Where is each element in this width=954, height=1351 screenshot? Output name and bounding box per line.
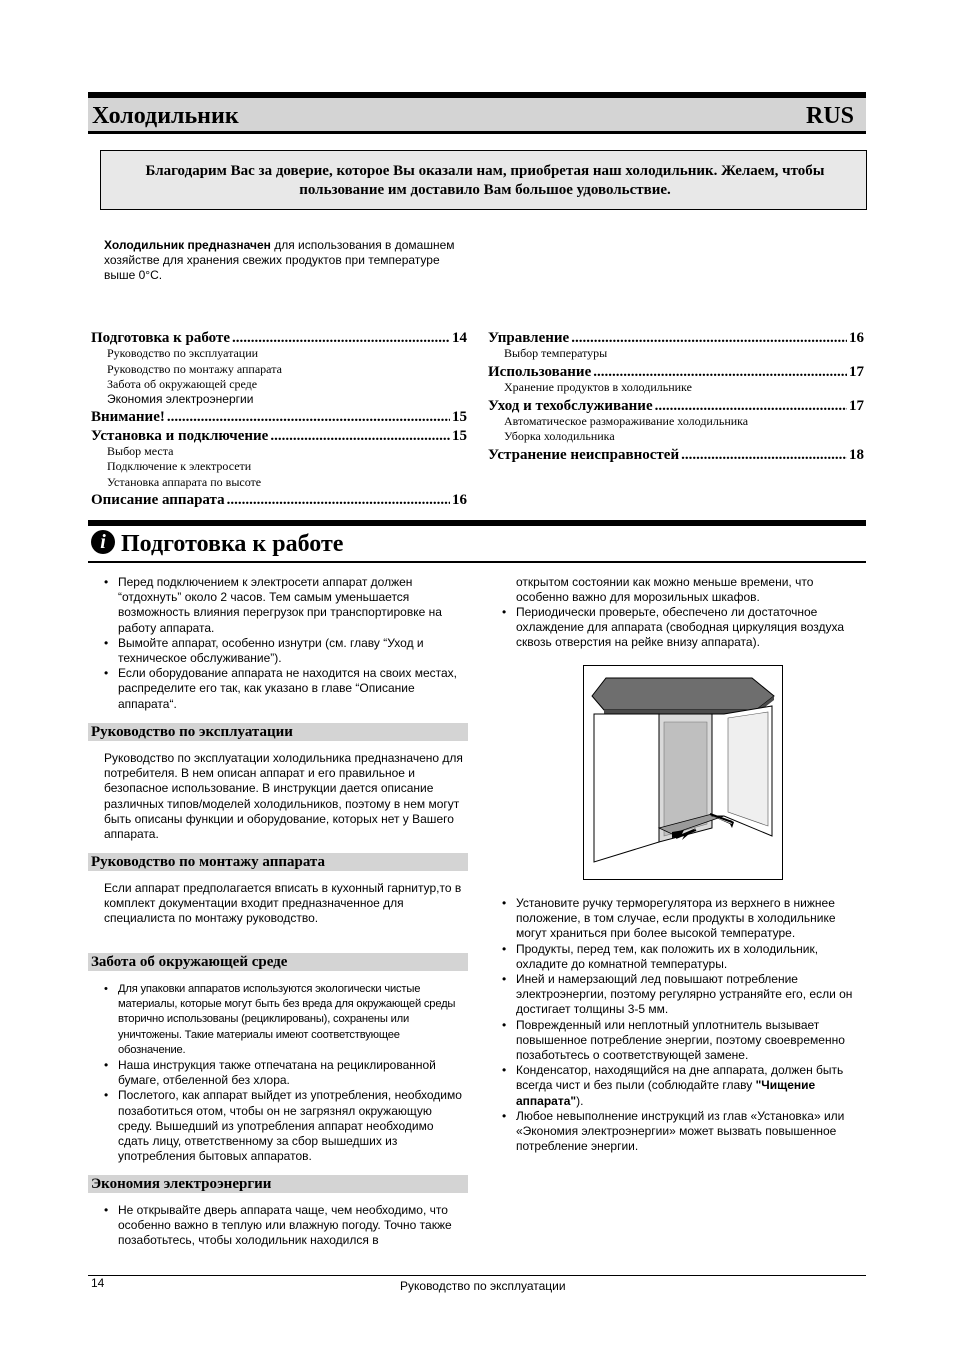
- list-item: • Продукты, перед тем, как положить их в холодильник, охладите до комнатной температуры.: [502, 942, 866, 972]
- toc-subentry[interactable]: Выбор места: [107, 444, 174, 458]
- greeting-text: Благодарим Вас за доверие, которое Вы оказали нам, приобретая наш холодильник. Желаем, чтобы пользование им доставило Вам большое удовольствие.: [145, 163, 825, 198]
- footer-rule: [88, 1275, 866, 1276]
- subheading-energy: Экономия электроэнергии: [88, 1175, 468, 1193]
- list-item: • Установите ручку терморегулятора из верхнего в нижнее положение, в том случае, если продукты в холодильнике могут храниться при более высокой температуре.: [502, 896, 866, 942]
- toc-subentry[interactable]: Руководство по эксплуатации: [107, 346, 259, 360]
- page-title: Холодильник: [92, 103, 239, 129]
- toc-subentry[interactable]: Экономия электроэнергии: [107, 392, 254, 406]
- section-title: Подготовка к работе: [121, 531, 344, 557]
- toc-entry[interactable]: Управление ..... 16: [488, 329, 864, 347]
- energy-bullets: [104, 1203, 468, 1249]
- list-item: • Для упаковки аппаратов используются экологически чистые материалы, которые могут быть без вреда для окружающей среды вторично использованы (рециклированы), сохранены или уничтожены. Такие материалы имеют соответствующее обозначение.: [104, 982, 468, 1058]
- intro-rest: для использования в домашнем хозяйстве для хранения свежих продуктов при температуре выше 0°С.: [104, 238, 455, 282]
- list-item: • Любое невыполнение инструкций из глав «Установка» или «Экономия электроэнергии» может вызвать повышенное потребление энергии.: [502, 1109, 866, 1155]
- language-code: RUS: [805, 103, 854, 129]
- toc-subentry[interactable]: Подключение к электросети: [107, 459, 252, 473]
- toc-subentry[interactable]: Установка аппарата по высоте: [107, 475, 262, 489]
- toc-entry[interactable]: Использование ..... 17: [488, 363, 864, 381]
- toc-subentry[interactable]: Автоматическое размораживание холодильника: [504, 414, 749, 428]
- list-item: • Иней и намерзающий лед повышают потребление электроэнергии, поэтому регулярно устраняйте его, если он достигает толщины 3-5 мм.: [502, 972, 866, 1018]
- list-item: [502, 1063, 866, 1109]
- toc-entry[interactable]: Подготовка к работе ..... 14: [91, 329, 467, 347]
- top-right-bullets: [502, 605, 866, 651]
- list-item: • Перед подключением к электросети аппарат должен “отдохнуть” около 2 часов. Тем самым уменьшается возможность влияния перегрузок при транспортировке на работу аппарата.: [104, 575, 468, 636]
- toc-subentry[interactable]: Выбор температуры: [504, 346, 608, 360]
- bottom-right-bullets: [502, 896, 866, 1154]
- condenser-text: Конденсатор, находящийся на дне аппарата, должен быть всегда чист и без пыли (соблюдайте главу: [516, 1063, 844, 1093]
- toc-subentry[interactable]: Уборка холодильника: [504, 429, 615, 443]
- fridge-illustration-svg: [584, 666, 782, 879]
- toc-entry[interactable]: Уход и техобслуживание ..... 17: [488, 397, 864, 415]
- toc-subentry[interactable]: Забота об окружающей среде: [107, 377, 258, 391]
- subheading-install: Руководство по монтажу аппарата: [88, 853, 468, 871]
- condenser-end: ).: [576, 1093, 584, 1108]
- manual-paragraph: Руководство по эксплуатации холодильника предназначено для потребителя. В нем описан аппарат и его правильное и безопасное использование. В инструкции дается описание различных типов/моделей холодильников, поэтому в нем могут быть описаны функции и оборудование, которых нет у Вашего аппарата.: [104, 751, 463, 842]
- list-item: • Периодически проверьте, обеспечено ли достаточное охлаждение для аппарата (свободная циркуляция воздуха сквозь отверстия на рейке внизу аппарата).: [502, 605, 866, 651]
- list-item: • Послетого, как аппарат выйдет из употребления, необходимо позаботиться отом, чтобы он не загрязнял окружающую среду. Вышедший из употребления аппарат необходимо сдать лицу, ответственному за сбор вышедших из употребления бытовых аппаратов.: [104, 1088, 468, 1164]
- toc-subentry[interactable]: Руководство по монтажу аппарата: [107, 362, 282, 376]
- list-item: • Если оборудование аппарата не находится на своих местах, распределите его так, как указано в главе “Описание аппарата“.: [104, 666, 468, 712]
- footer-text: Руководство по эксплуатации: [400, 1279, 566, 1293]
- list-item: • Вымойте аппарат, особенно изнутри (см. главу “Уход и техническое обслуживание”).: [104, 636, 468, 666]
- subheading-manual: Руководство по эксплуатации: [88, 723, 468, 741]
- intro-bold: Холодильник предназначен: [104, 238, 271, 252]
- toc-entry[interactable]: Установка и подключение ..... 15: [91, 427, 467, 445]
- intro-bullets: [104, 575, 468, 712]
- toc-entry[interactable]: Описание аппарата ..... 16: [91, 491, 467, 509]
- info-icon: i: [91, 530, 115, 554]
- continuation-paragraph: открытом состоянии как можно меньше времени, что особенно важно для морозильных шкафов.: [516, 575, 814, 605]
- install-paragraph: Если аппарат предполагается вписать в кухонный гарнитур,то в комплект документации входит предназначенное для специалиста по монтажу руководство.: [104, 881, 462, 926]
- intro-paragraph: [104, 238, 464, 283]
- toc-entry[interactable]: Устранение неисправностей ..... 18: [488, 446, 864, 464]
- subheading-environment: Забота об окружающей среде: [88, 953, 468, 971]
- list-item: • Поврежденный или неплотный уплотнитель вызывает повышенное потребление энергии, поэтому своевременно позаботьтесь о соответствующей замене.: [502, 1018, 866, 1064]
- section-bottom-rule: [88, 561, 866, 563]
- list-item: • Не открывайте дверь аппарата чаще, чем необходимо, что особенно важно в теплую или влажную погоду. Точно также позаботьтесь, чтобы холодильник находился в: [104, 1203, 468, 1249]
- condenser-bold: "Чищение аппарата": [516, 1078, 816, 1108]
- environment-bullets: [104, 982, 468, 1164]
- section-top-rule: [88, 520, 866, 526]
- page-number: 14: [91, 1276, 105, 1290]
- list-item: • Наша инструкция также отпечатана на рециклированной бумаге, отбеленной без хлора.: [104, 1058, 468, 1088]
- toc-entry[interactable]: Внимание! ..... 15: [91, 408, 467, 426]
- toc-subentry[interactable]: Хранение продуктов в холодильнике: [504, 380, 692, 394]
- fridge-ventilation-illustration: [583, 665, 783, 880]
